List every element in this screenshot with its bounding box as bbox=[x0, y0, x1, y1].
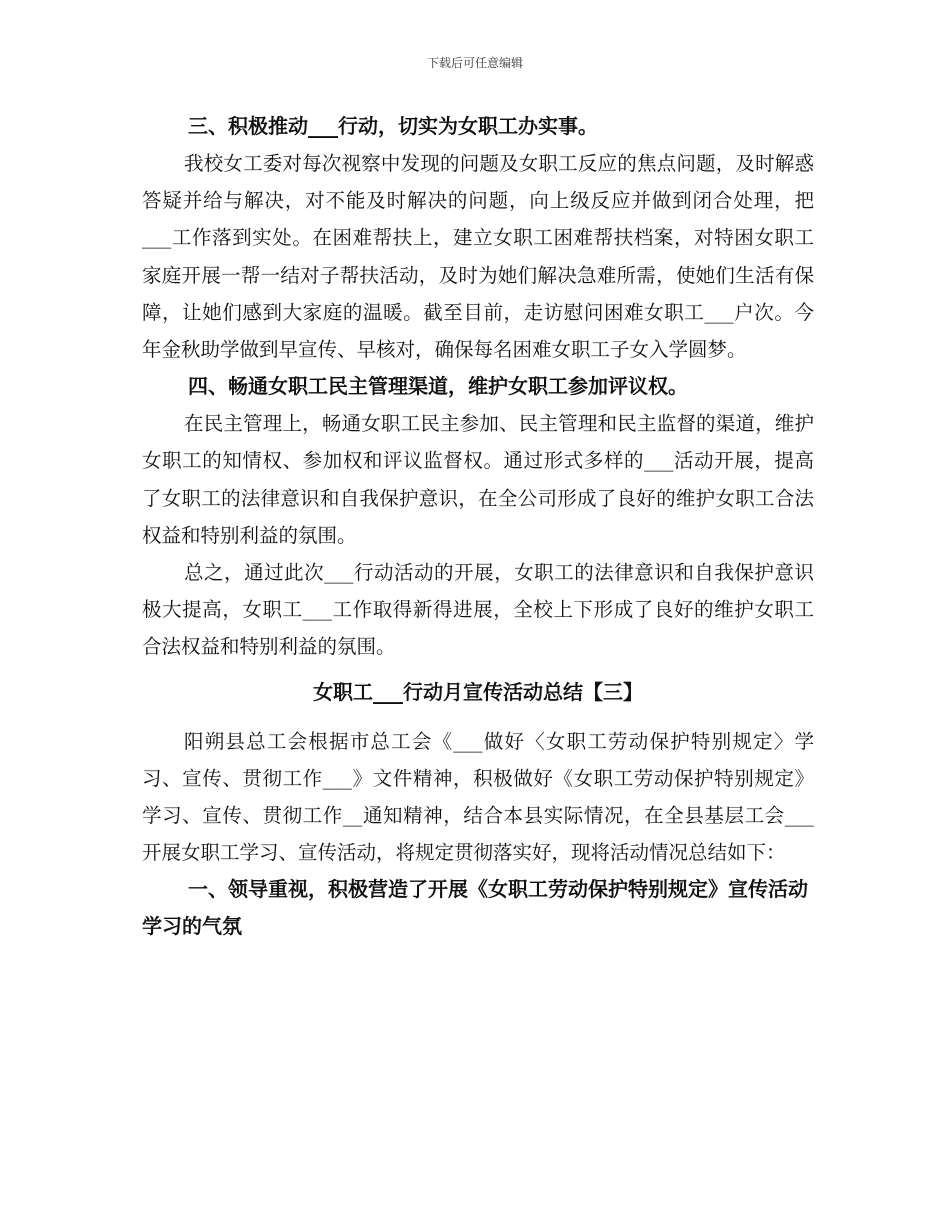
document-body bbox=[142, 108, 814, 945]
intro-paragraph: 阳朔县总工会根据市总工会《___做好〈女职工劳动保护特别规定〉学习、宣传、贯彻工作___》文件精神，积极做好《女职工劳动保护特别规定》学习、宣传、贯彻工作__通知精神，结合本县实际情况，在全县基层工会___开展女职工学习、宣传活动，将规定贯彻落实好，现将活动情况总结如下： bbox=[142, 729, 814, 865]
paragraph-4: 在民主管理上，畅通女职工民主参加、民主管理和民主监督的渠道，维护女职工的知情权、参加权和评议监督权。通过形式多样的___活动开展，提高了女职工的法律意识和自我保护意识，在全公司形成了良好的维护女职工合法权益和特别利益的氛围。 bbox=[142, 412, 814, 547]
section-heading-4: 四、畅通女职工民主管理渠道，维护女职工参加评议权。 bbox=[188, 374, 688, 399]
section-heading-1: 一、领导重视，积极营造了开展《女职工劳动保护特别规定》宣传活动学习的气氛 bbox=[142, 877, 808, 939]
section-heading-3: 三、积极推动___行动，切实为女职工办实事。 bbox=[188, 114, 598, 138]
section-title: 女职工___行动月宣传活动总结【三】 bbox=[313, 679, 643, 704]
header-note: 下载后可任意编辑 bbox=[426, 56, 523, 70]
summary-paragraph: 总之，通过此次___行动活动的开展，女职工的法律意识和自我保护意识极大提高，女职工___工作取得新得进展，全校上下形成了良好的维护女职工合法权益和特别利益的氛围。 bbox=[142, 561, 814, 659]
paragraph-3: 我校女工委对每次视察中发现的问题及女职工反应的焦点问题，及时解惑答疑并给与解决，对不能及时解决的问题，向上级反应并做到闭合处理，把___工作落到实处。在困难帮扶上，建立女职工困难帮扶档案，对特困女职工家庭开展一帮一结对子帮扶活动，及时为她们解决急难所需，使她们生活有保障，让她们感到大家庭的温暖。截至目前，走访慰问困难女职工___户次。今年金秋助学做到早宣传、早核对，确保每名困难女职工子女入学圆梦。 bbox=[142, 152, 814, 362]
